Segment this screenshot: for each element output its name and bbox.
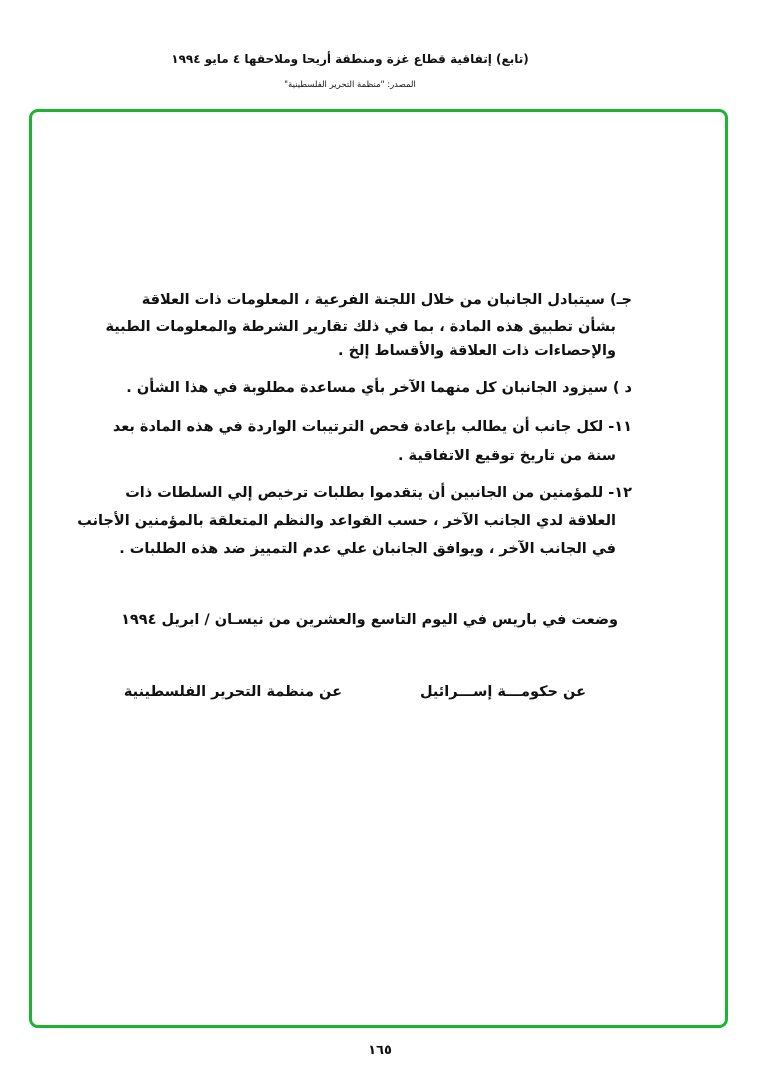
document-source: المصدر: "منظمة التحرير الفلسطينية"	[284, 80, 416, 90]
item-j-line-2: بشأن تطبيق هذه المادة ، بما في ذلك تقارير الشرطة والمعلومات الطبية	[105, 319, 616, 335]
item-j-line-1: جـ) سيتبادل الجانبان من خلال اللجنة الفرعية ، المعلومات ذات العلاقة	[141, 292, 632, 308]
article-11-line-2: سنة من تاريخ توقيع الاتفاقية .	[397, 448, 616, 464]
signature-plo: عن منظمة التحرير الفلسطينية	[123, 684, 342, 700]
article-12-line-2: العلاقة لدي الجانب الآخر ، حسب القواعد والنظم المتعلقة بالمؤمنين الأجانب	[77, 513, 616, 529]
article-12-line-3: في الجانب الآخر ، ويوافق الجانبان علي عدم التمييز ضد هذه الطلبات .	[119, 541, 616, 557]
article-12-line-1: ١٢- للمؤمنين من الجانبين أن يتقدموا بطلبات ترخيص إلي السلطات ذات	[125, 485, 632, 501]
signature-israel: عن حكومـــة إســـرائيل	[419, 684, 586, 700]
page-frame	[29, 109, 728, 1028]
article-11-line-1: ١١- لكل جانب أن يطالب بإعادة فحص الترتيبات الواردة في هذه المادة بعد	[112, 419, 632, 435]
signing-place-date: وضعت في باريس في اليوم التاسع والعشرين من نيسـان / ابريل ١٩٩٤	[121, 612, 618, 628]
item-j-line-3: والإحصاءات ذات العلاقة والأقساط إلخ .	[338, 343, 616, 359]
document-header-title: (تابع) إتفاقية قطاع غزة ومنطقة أريحا وملاحقها ٤ مايو ١٩٩٤	[171, 52, 529, 66]
item-d: د ) سيزود الجانبان كل منهما الآخر بأي مساعدة مطلوبة في هذا الشأن .	[126, 380, 632, 396]
page-number: ١٦٥	[368, 1043, 392, 1058]
